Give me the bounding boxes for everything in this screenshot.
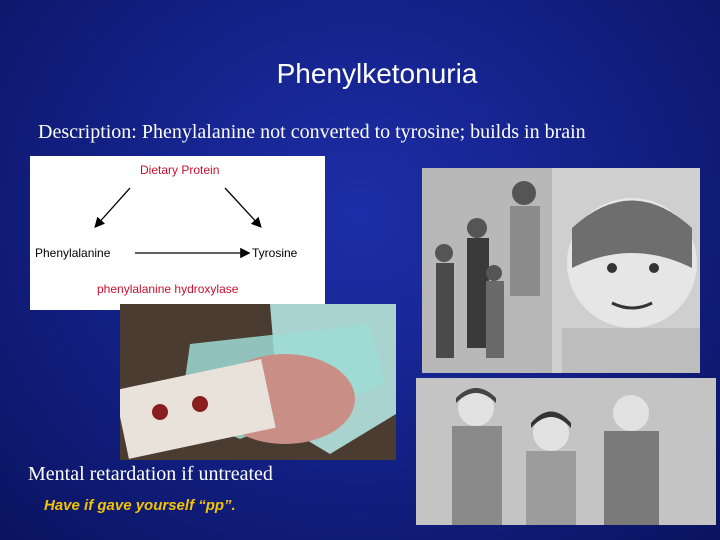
dietary-protein-label: Dietary Protein <box>140 163 220 177</box>
metabolism-diagram <box>30 156 325 310</box>
slide-title: Phenylketonuria <box>276 58 478 89</box>
arrow-protein-to-tyrosine <box>225 188 260 226</box>
children-photo-illustration <box>416 378 716 525</box>
description-text: Description: Phenylalanine not converted to tyrosine; builds in brain <box>38 121 586 143</box>
phenylalanine-label: Phenylalanine <box>35 246 111 260</box>
enzyme-label: phenylalanine hydroxylase <box>97 282 239 296</box>
arrow-protein-to-phenylalanine <box>96 188 130 226</box>
heel-prick-photo <box>120 304 396 460</box>
family-photo <box>422 168 700 373</box>
note-text: Have if gave yourself “pp”. <box>44 497 236 514</box>
children-photo <box>416 378 716 525</box>
heel-prick-illustration <box>120 304 396 460</box>
caption-text: Mental retardation if untreated <box>28 463 273 485</box>
tyrosine-label: Tyrosine <box>252 246 298 260</box>
family-photo-illustration <box>422 168 700 373</box>
